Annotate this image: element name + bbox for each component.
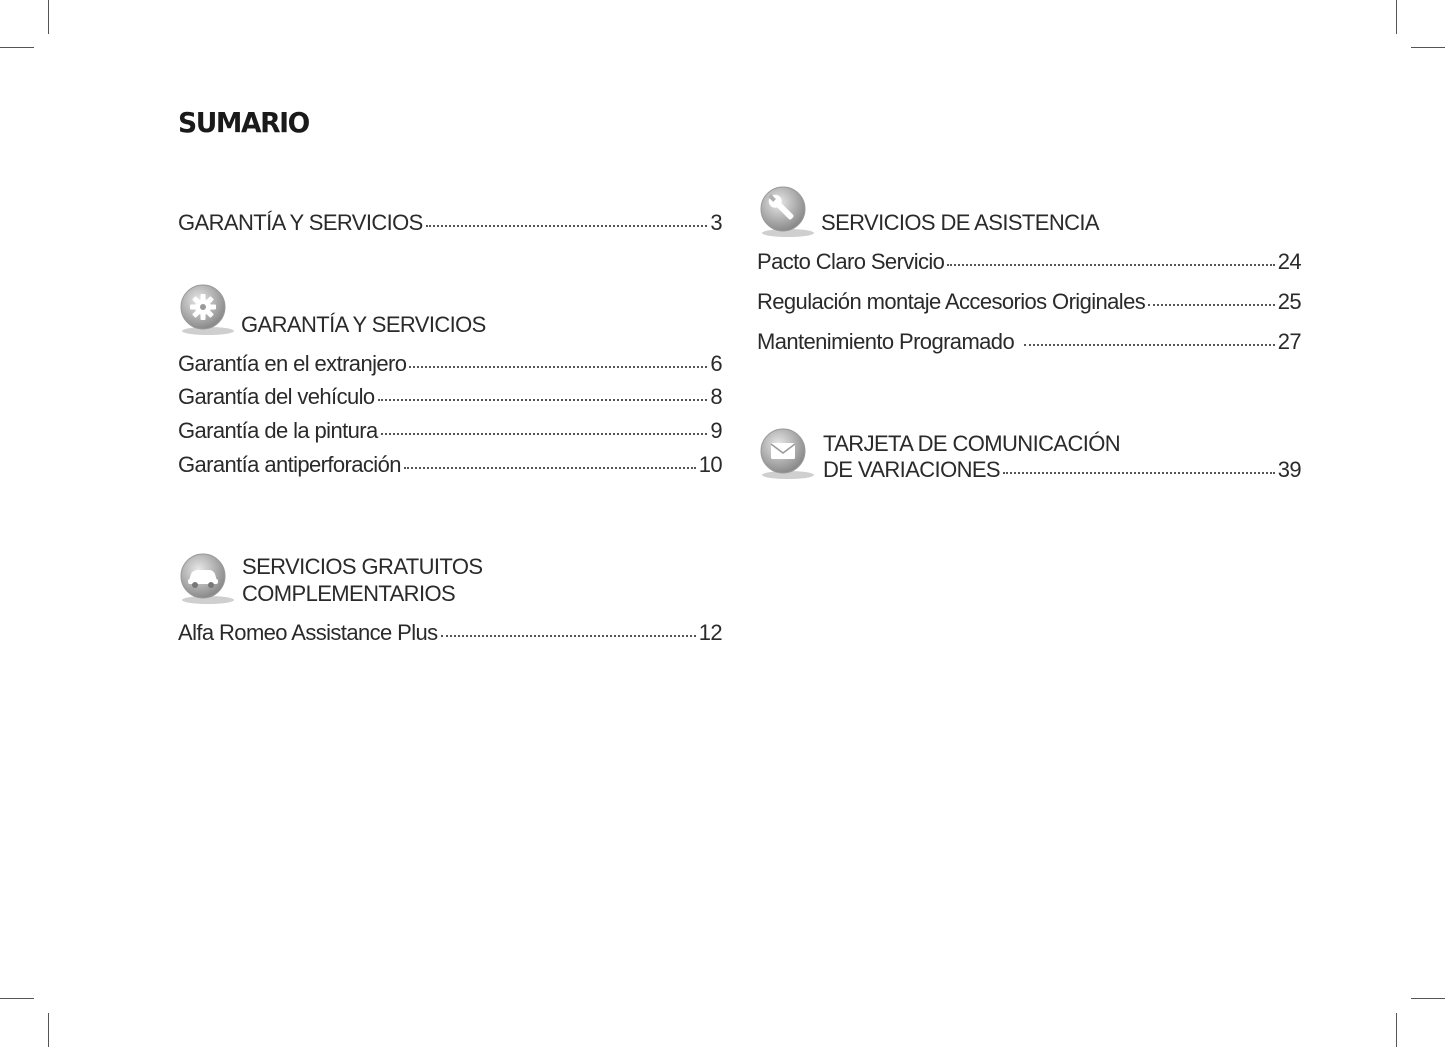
toc-entry-label: Mantenimiento Programado [757,329,1015,354]
dot-leader [426,225,708,227]
toc-entry-page: 3 [710,210,722,235]
toc-entry-label: Pacto Claro Servicio [757,249,945,274]
crop-mark [1411,998,1445,999]
toc-entry-label: Regulación montaje Accesorios Originales [757,289,1146,314]
toc-entry[interactable] [757,329,1301,355]
toc-entry-page: 25 [1277,289,1301,314]
toc-entry[interactable] [823,457,1301,483]
crop-mark [1411,47,1445,48]
page-title: SUMARIO [178,106,309,139]
toc-entry-intro[interactable] [178,210,722,236]
car-icon [178,553,234,607]
dot-leader [1024,344,1275,346]
toc-entry-page: 10 [698,452,722,477]
dot-leader [1148,304,1275,306]
section-heading-line: SERVICIOS GRATUITOS [242,554,483,579]
crop-mark [1396,0,1397,34]
toc-entry[interactable] [757,289,1301,315]
dot-leader [381,433,708,435]
crop-mark [48,1013,49,1047]
section-heading: GARANTÍA Y SERVICIOS [241,312,486,337]
dot-leader [1003,472,1275,474]
section-heading: TARJETA DE COMUNICACIÓN [823,431,1121,456]
toc-entry-page: 24 [1277,249,1301,274]
crop-mark [48,0,49,34]
toc-entry-page: 6 [710,351,722,376]
toc-entry-page: 39 [1277,457,1301,482]
dot-leader [409,366,707,368]
dot-leader [947,264,1274,266]
toc-entry-label: Garantía antiperforación [178,452,401,477]
toc-entry[interactable] [178,452,722,478]
section-heading-line: COMPLEMENTARIOS [242,581,456,606]
toc-entry-label: DE VARIACIONES [823,457,1001,482]
section-heading: SERVICIOS DE ASISTENCIA [821,210,1099,235]
toc-entry-page: 27 [1277,329,1301,354]
section-heading [242,553,482,607]
toc-entry-page: 8 [710,384,722,409]
toc-entry-page: 9 [710,418,722,443]
toc-entry[interactable] [178,620,722,646]
wrench-icon [758,186,814,240]
toc-entry-label: GARANTÍA Y SERVICIOS [178,210,423,235]
toc-entry-label: Garantía en el extranjero [178,351,407,376]
toc-entry-label: Alfa Romeo Assistance Plus [178,620,438,645]
toc-entry-label: Garantía de la pintura [178,418,378,443]
dot-leader [441,635,696,637]
dot-leader [378,399,708,401]
dot-leader [404,467,696,469]
toc-entry-page: 12 [698,620,722,645]
toc-entry-label: Garantía del vehículo [178,384,375,409]
gear-icon [178,284,234,338]
toc-entry[interactable] [178,418,722,444]
crop-mark [1396,1013,1397,1047]
toc-entry[interactable] [757,249,1301,275]
toc-entry[interactable] [178,351,722,377]
envelope-icon [758,428,814,482]
crop-mark [0,998,34,999]
crop-mark [0,47,34,48]
toc-entry[interactable] [178,384,722,410]
